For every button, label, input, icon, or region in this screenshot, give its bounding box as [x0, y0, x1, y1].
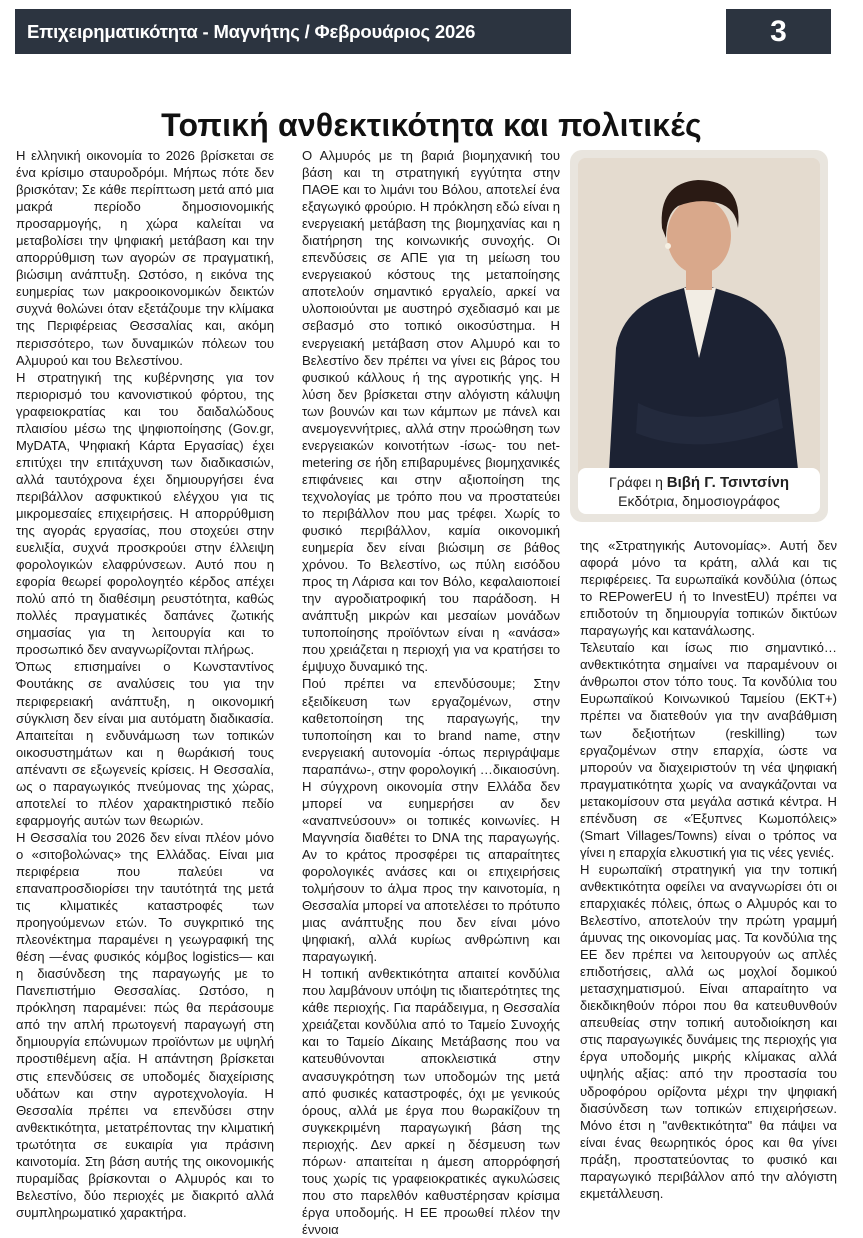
- author-photo: [578, 158, 820, 488]
- paragraph: Η Θεσσαλία του 2026 δεν είναι πλέον μόνο ο «σιτοβολώνας» της Ελλάδας. Είναι μια περιφέρεια που παλεύει να επαναπροσδιορίσει την ταυτότητά της μετά τις κλιματικές καταστροφές των προηγούμενων ετών. Το συγκριτικό της πλεονέκτημα παραμένει η γεωγραφική της θέση —ένας φυσικός κόμβος logistics— και η διασύνδεση της παραγωγής με το Πανεπιστήμιο Θεσσαλίας. Ωστόσο, η πρόκληση παραμένει: πώς θα περάσουμε από την απλή πρωτογενή παραγωγή στη δημιουργία επώνυμων προϊόντων με υψηλή προστιθέμενη αξία. Η απάντηση βρίσκεται στις επενδύσεις σε υποδομές διαχείρισης υδάτων και στην αγροτεχνολογία. Η Θεσσαλία πρέπει να επενδύσει στην ανθεκτικότητα, μετατρέποντας την κλιματική τρωτότητα σε ευκαιρία για πράσινη καινοτομία. Στη βάση αυτής της οικονομικής πυραμίδας βρίσκονται ο Αλμυρός και το Βελεστίνο, δύο περιοχές με διακριτό αλλά συμπληρωματικό χαρακτήρα.: [16, 829, 274, 1220]
- page-number: 3: [726, 9, 831, 54]
- paragraph: Η στρατηγική της κυβέρνησης για τον περιορισμό του κανονιστικού φόρτου, της γραφειοκρατίας και του δαιδαλώδους πλαισίου μέσω της ψηφιοποίησης (Gov.gr, MyDATA, Ψηφιακή Κάρτα Εργασίας) έχει επιτύχει την επιτάχυνση των διαδικασιών, αλλά ταυτόχρονα έχει δημιουργήσει ένα περιβάλλον ασφυκτικού ελέγχου για τις μικρομεσαίες επιχειρήσεις. Η απορρύθμιση της αγοράς εργασίας, που στοχεύει στην ευελιξία, συχνά προσκρούει στην έλλειψη φορολογικών ελαφρύνσεων. Αυτό που η εφορία θεωρεί φορολογητέο κέρδος απέχει πολύ από τη διαθέσιμη ρευστότητα, καθώς πολλές πραγματικές δαπάνες ζωτικής σημασίας για τη λειτουργία και το προσωπικό δεν αναγνωρίζονται πλήρως.: [16, 369, 274, 658]
- author-role: Εκδότρια, δημοσιογράφος: [618, 493, 780, 509]
- byline-prefix: Γράφει η: [609, 474, 663, 490]
- section-header: [15, 9, 571, 54]
- paragraph: της «Στρατηγικής Αυτονομίας». Αυτή δεν αφορά μόνο τα κράτη, αλλά και τις περιφέρειες. Τα ευρωπαϊκά κονδύλια (όπως το REPowerEU ή το InvestEU) πρέπει να επιδοτούν τη δημιουργία τοπικών δικτύων παραγωγής και κατανάλωσης.: [580, 538, 837, 639]
- paragraph: Η σύγχρονη οικονομία στην Ελλάδα δεν μπορεί να ευημερήσει αν δεν «αναπνεύσουν» οι τοπικές κοινωνίες. Η Μαγνησία διαθέτει το DNA της παραγωγής. Αν το κράτος προσφέρει τις απαραίτητες φορολογικές ανάσες και οι επιχειρήσεις τολμήσουν το άλμα προς την καινοτομία, η Θεσσαλία μπορεί να αποτελέσει το πρότυπο μιας ανάπτυξης που δεν είναι μόνο ψηφιακή, αλλά κυρίως ανθρώπινη και παραγωγική.: [302, 778, 560, 965]
- paragraph: Όπως επισημαίνει ο Κωνσταντίνος Φουτάκης σε αναλύσεις του για την περιφερειακή ανάπτυξη, η οικονομική σύγκλιση δεν είναι μια αυτόματη διαδικασία. Απαιτείται η ενδυνάμωση των τοπικών οικοσυστημάτων και η θωράκισή τους απέναντι σε εξωγενείς κρίσεις. Η Θεσσαλία, ως ο παραγωγικός πνεύμονας της χώρας, αποτελεί το πλέον χαρακτηριστικό πεδίο εφαρμογής αυτών των θεωριών.: [16, 659, 274, 828]
- article-column-2: [302, 147, 560, 1238]
- paragraph: Η τοπική ανθεκτικότητα απαιτεί κονδύλια που λαμβάνουν υπόψη τις ιδιαιτερότητες της κάθε περιοχής. Για παράδειγμα, η Θεσσαλία χρειάζεται κονδύλια από το Ταμείο Συνοχής και το Ταμείο Δίκαιης Μετάβασης που να κατευθύνονται αποκλειστικά στην ανασυγκρότηση των υποδομών της μετά από φυσικές καταστροφές, όχι με γενικούς όρους, αλλά με έργα που θωρακίζουν τη συγκεκριμένη παραγωγική βάση της περιοχής. Δεν αρκεί η δέσμευση των πόρων· απαιτείται η άμεση απορρόφησή τους χωρίς τις γραφειοκρατικές αγκυλώσεις που στο παρελθόν καθυστέρησαν κρίσιμα έργα υποδομής. Η ΕΕ προωθεί πλέον την έννοια: [302, 966, 560, 1237]
- paragraph: Ο Αλμυρός με τη βαριά βιομηχανική του βάση και τη στρατηγική εγγύτητα στην ΠΑΘΕ και το λιμάνι του Βόλου, αποτελεί ένα εξαγωγικό φρούριο. Η πρόκληση εδώ είναι η ενεργειακή μετάβαση της βιομηχανίας και η διατήρηση της κοινωνικής συνοχής. Οι επενδύσεις σε ΑΠΕ για τη μείωση του ενεργειακού κόστους της μεταποίησης αποτελούν σημαντικό εργαλείο, αρκεί να υλοποιούνται με αυστηρό σχεδιασμό και με σεβασμό στο τοπικό οικοσύστημα. Η ενεργειακή μετάβαση στον Αλμυρό και το Βελεστίνο δεν πρέπει να γίνει εις βάρος του φυσικού κάλλους ή της αγροτικής γης. Η λύση δεν βρίσκεται στην αλόγιστη κάλυψη των βουνών και των κάμπων με πάνελ και ανεμογεννήτριες, αλλά στην προώθηση των ενεργειακών κοινοτήτων -ίσως- του net-metering σε ήδη επιβαρυμένες βιομηχανικές επιφάνειες και στην αξιοποίηση της τεχνολογίας με τρόπο που να προστατεύει το περιβάλλον που μας τρέφει. Χωρίς το φυσικό περιβάλλον, καμία οικονομική ευημερία δεν είναι βιώσιμη σε βάθος χρόνου. Το Βελεστίνο, ως πύλη εισόδου προς τη Λάρισα και τον Βόλο, κεφαλαιοποιεί την αγροδιατροφική του παράδοση. Η ανάπτυξη μικρών και μεσαίων μονάδων τυποποίησης προϊόντων είναι η «ανάσα» που χρειάζεται η περιοχή για να κρατήσει το έμψυχο δυναμικό της.: [302, 148, 560, 675]
- article-column-1: [16, 147, 274, 1221]
- article-title: Τοπική ανθεκτικότητα και πολιτικές: [161, 107, 702, 144]
- author-photo-card: [570, 150, 828, 522]
- article-column-3: [580, 537, 837, 1202]
- paragraph: Τελευταίο και ίσως πιο σημαντικό… ανθεκτικότητα σημαίνει να παραμένουν οι άνθρωποι στον τόπο τους. Τα κονδύλια του Ευρωπαϊκού Κοινωνικού Ταμείου (ΕΚΤ+) πρέπει να διατεθούν για την αναβάθμιση των δεξιοτήτων (reskilling) των εργαζομένων στην επαρχία, ώστε να μπορούν να διαχειριστούν τη νέα ψηφιακή πραγματικότητα χωρίς να αναγκάζονται να μετακομίσουν στα μεγάλα αστικά κέντρα. Η επένδυση σε «Έξυπνες Κωμοπόλεις» (Smart Villages/Towns) είναι ο τρόπος να γίνει η επαρχία ελκυστική για τις νέες γενιές.: [580, 640, 837, 860]
- paragraph: Η ελληνική οικονομία το 2026 βρίσκεται σε ένα κρίσιμο σταυροδρόμι. Μήπως πότε δεν βρισκόταν; Σε κάθε περίπτωση μετά από μια μακρά περίοδο δημοσιονομικής προσαρμογής, η χώρα καλείται να μεταβολίσει την ψηφιακή μετάβαση και την απορρύθμιση των αγορών σε πραγματική, βιώσιμη ανάπτυξη. Ωστόσο, η εικόνα της ευημερίας των μακροοικονομικών δεικτών συχνά θολώνει όταν εξετάζουμε την κλίμακα της Περιφέρειας Θεσσαλίας και, ακόμη περισσότερο, των δυναμικών πόλεων του Αλμυρού και του Βελεστίνου.: [16, 148, 274, 368]
- byline-caption: [578, 468, 820, 514]
- section-title: Επιχειρηματικότητα - Μαγνήτης / Φεβρουάριος 2026: [27, 21, 476, 42]
- author-portrait-illustration: [578, 158, 820, 488]
- author-name: Βιβή Γ. Τσιντσίνη: [666, 474, 789, 491]
- paragraph: Πού πρέπει να επενδύσουμε; Στην εξειδίκευση των εργαζομένων, στην καθετοποίηση της παραγωγής, την τυποποίηση και το brand name, στην ενεργειακή αυτονομία -όπως περιγράψαμε παραπάνω-, στην φορολογική …δικαιοσύνη.: [302, 676, 560, 777]
- paragraph: Η ευρωπαϊκή στρατηγική για την τοπική ανθεκτικότητα οφείλει να αναγνωρίσει ότι οι επαρχιακές πόλεις, όπως ο Αλμυρός και το Βελεστίνο, αποτελούν την πρώτη γραμμή άμυνας της οικονομίας μας. Τα κονδύλια της ΕΕ δεν πρέπει να λειτουργούν ως απλές επιδοτήσεις, αλλά ως μοχλοί δομικού μετασχηματισμού. Είναι απαραίτητο να διεκδικηθούν πόροι που θα κατευθυνθούν απευθείας στην τοπική αυτοδιοίκηση και στις παραγωγικές δυνάμεις της περιοχής για έργα υποδομής μικρής κλίμακας αλλά υψηλής αξίας: από την προστασία του υδροφόρου ορίζοντα μέχρι την ψηφιακή διασύνδεση των τοπικών επιχειρήσεων. Μόνο έτσι η "ανθεκτικότητα" θα πάψει να είναι ένας θεωρητικός όρος και θα γίνει πράξη, προστατεύοντας το φυσικό και παραγωγικό περιβάλλον από την αλόγιστη εκμετάλλευση.: [580, 861, 837, 1201]
- face-shape: [667, 198, 731, 274]
